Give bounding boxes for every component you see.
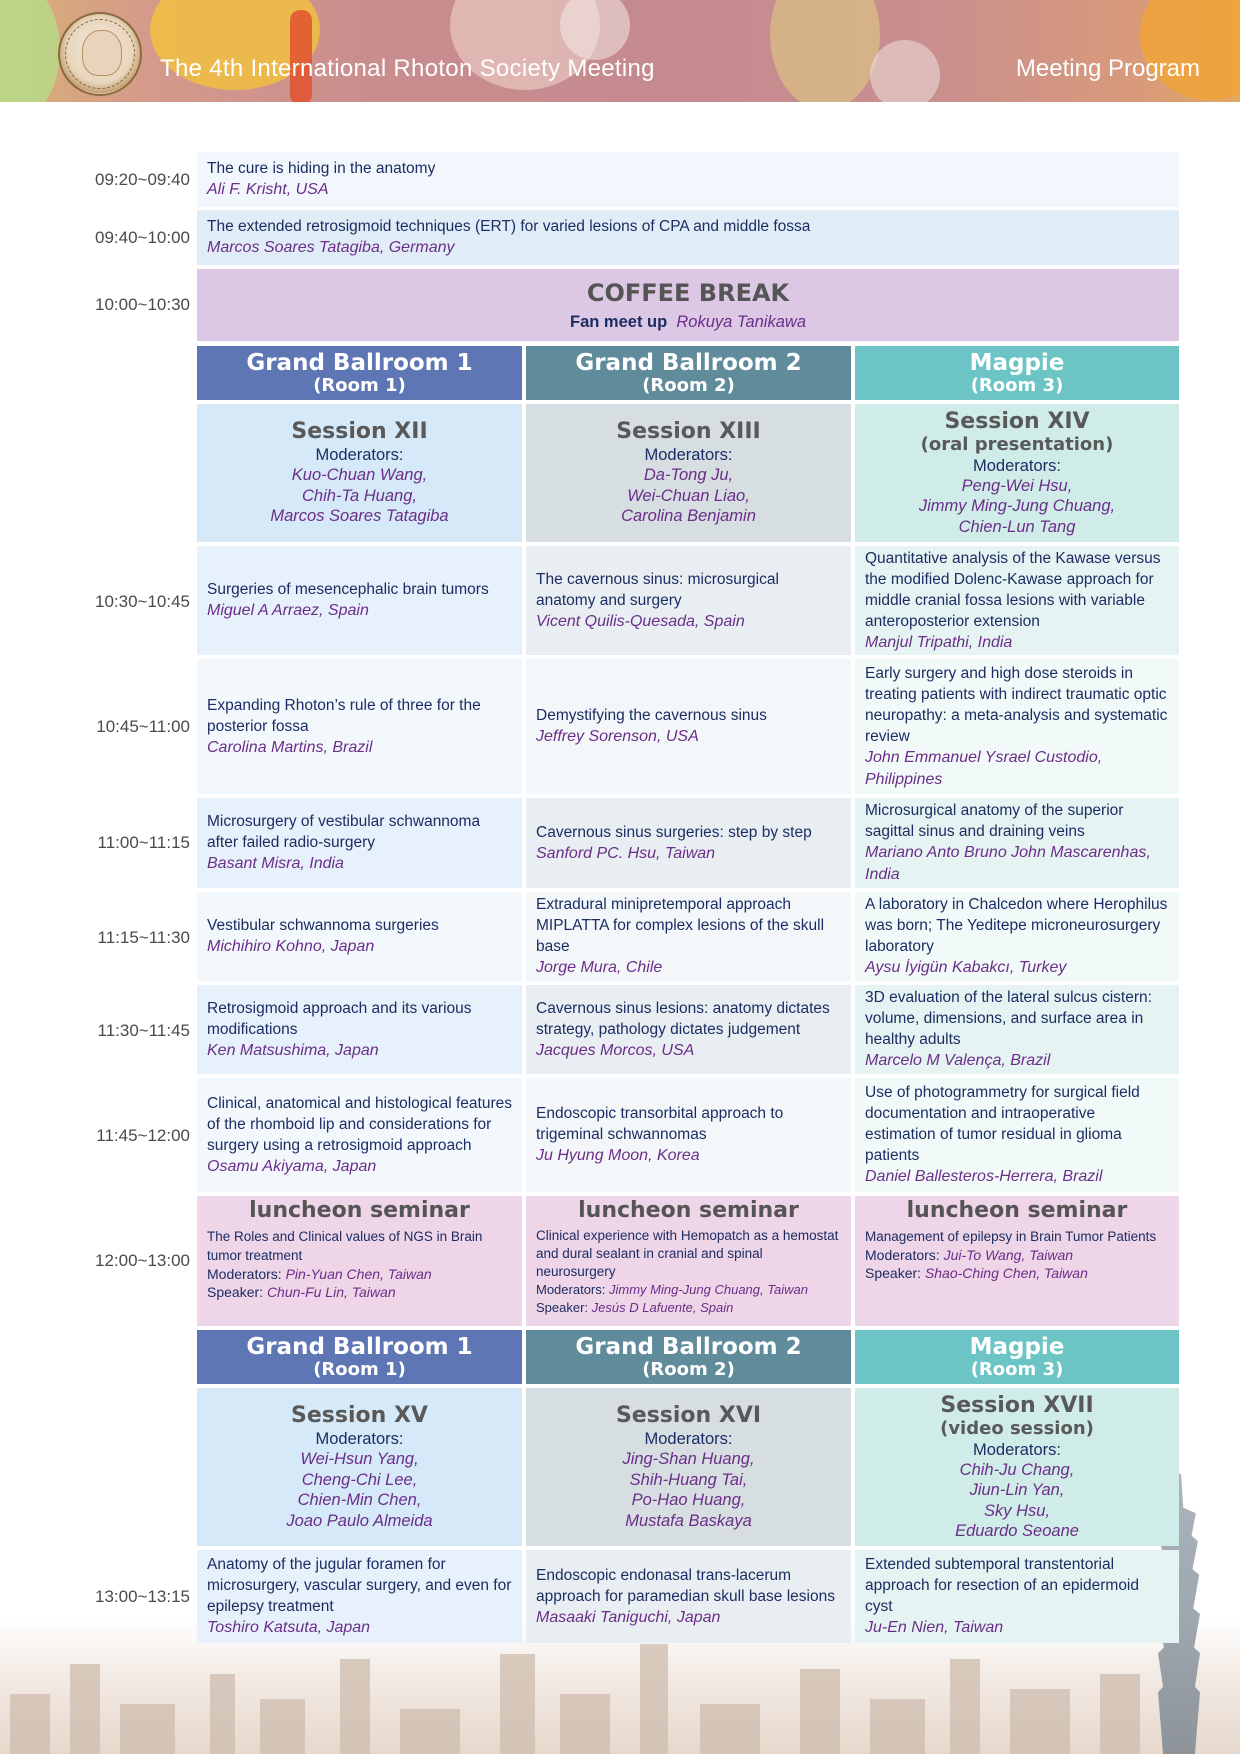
talk-speaker: Miguel A Arraez, Spain (207, 602, 369, 619)
talk-cell (526, 546, 851, 655)
talk-title: Retrosigmoid approach and its various modifications (207, 999, 472, 1038)
talk-speaker: Jacques Morcos, USA (536, 1041, 695, 1059)
time-label: 13:00~13:15 (94, 1587, 190, 1606)
time-label: 09:40~10:00 (94, 228, 190, 247)
moderator-name: Da-Tong Ju, (643, 466, 734, 485)
talk-title: Surgeries of mesencephalic brain tumors (207, 581, 489, 598)
talk-title: Extended subtemporal transtentorial approach for resection of an epidermoid cyst (865, 1556, 1139, 1615)
room-header-magpie (855, 346, 1179, 400)
session-xiii (526, 404, 851, 542)
moderator-name: Mustafa Baskaya (625, 1511, 752, 1530)
talk-cell (197, 152, 1179, 207)
talk-speaker: Ju Hyung Moon, Korea (536, 1147, 700, 1164)
room-header-grand-ballroom-2 (526, 346, 851, 400)
moderator-name: Jimmy Ming-Jung Chuang, (918, 497, 1116, 516)
moderator-name: Chien-Lun Tang (958, 517, 1076, 536)
talk-cell (197, 210, 1179, 265)
time-label: 11:30~11:45 (97, 1021, 190, 1040)
society-logo (58, 12, 142, 96)
luncheon-heading: luncheon seminar (578, 1198, 799, 1223)
talk-speaker: Manjul Tripathi, India (865, 633, 1013, 651)
talk-title: Use of photogrammetry for surgical field documentation and intraoperative estimation of tumor residual in glioma patients (865, 1084, 1140, 1164)
talk-cell (197, 546, 522, 655)
talk-speaker: Ken Matsushima, Japan (207, 1041, 379, 1059)
room-sub: (Room 2) (642, 1359, 735, 1380)
luncheon-seminar-2 (526, 1196, 851, 1326)
talk-title: The extended retrosigmoid techniques (ERT) for varied lesions of CPA and middle fossa (207, 218, 811, 235)
moderators-label: Moderators: (644, 446, 733, 465)
talk-title: Cavernous sinus surgeries: step by step (536, 823, 812, 841)
talk-title: Microsurgical anatomy of the superior sagittal sinus and draining veins (865, 802, 1124, 840)
decor-blob (870, 40, 940, 102)
moderator-name: Eduardo Seoane (955, 1522, 1079, 1540)
talk-speaker: Masaaki Taniguchi, Japan (536, 1608, 721, 1626)
moderator-name: Joao Paulo Almeida (286, 1511, 433, 1530)
session-xvi (526, 1388, 851, 1546)
moderator-name: Wei-Chuan Liao, (627, 486, 750, 505)
meeting-program-label: Meeting Program (1015, 55, 1200, 82)
moderator-name: Cheng-Chi Lee, (301, 1470, 418, 1489)
talk-title: A laboratory in Chalcedon where Herophilus was born; The Yeditepe microneurosurgery laboratory (865, 896, 1168, 955)
room-header-grand-ballroom-1 (197, 346, 522, 400)
session-type: (oral presentation) (920, 433, 1114, 455)
talk-speaker: Basant Misra, India (207, 855, 344, 872)
moderator-name: Peng-Wei Hsu, (961, 476, 1073, 495)
luncheon-speaker: Speaker: Chun-Fu Lin, Taiwan (207, 1284, 396, 1300)
talk-speaker: Daniel Ballesteros-Herrera, Brazil (865, 1168, 1103, 1185)
meeting-title: The 4th International Rhoton Society Meeting (160, 55, 655, 82)
room-header-magpie (855, 1330, 1179, 1384)
talk-cell (526, 985, 851, 1074)
talk-speaker: Ali F. Krisht, USA (207, 181, 329, 198)
coffee-break-block (197, 269, 1179, 341)
talk-title: Expanding Rhoton’s rule of three for the posterior fossa (207, 696, 481, 735)
decor-blob (1140, 0, 1240, 100)
room-name: Magpie (969, 350, 1065, 376)
moderator-name: Wei-Hsun Yang, (300, 1450, 419, 1468)
talk-cell (197, 985, 522, 1074)
session-name: Session XIII (616, 419, 761, 445)
session-xv (197, 1388, 522, 1546)
time-label: 11:45~12:00 (96, 1126, 190, 1145)
talk-title: Anatomy of the jugular foramen for microsurgery, vascular surgery, and even for epilepsy treatment (207, 1556, 512, 1615)
luncheon-moderator: Moderators: Jui-To Wang, Taiwan (865, 1247, 1074, 1263)
room-name: Grand Ballroom 1 (246, 1334, 473, 1360)
session-name: Session XII (291, 419, 428, 445)
talk-title: Endoscopic endonasal trans-lacerum approach for paramedian skull base lesions (536, 1566, 835, 1605)
talk-cell (855, 1078, 1179, 1192)
moderator-name: Sky Hsu, (983, 1501, 1051, 1520)
time-label: 09:20~09:40 (94, 170, 190, 189)
luncheon-seminar-3 (855, 1196, 1179, 1326)
fan-meet-up-name: Rokuya Tanikawa (676, 312, 806, 331)
talk-speaker: John Emmanuel Ysrael Custodio, Philippines (865, 748, 1103, 788)
talk-speaker: Jeffrey Sorenson, USA (536, 728, 699, 745)
talk-title: Quantitative analysis of the Kawase versus the modified Dolenc-Kawase approach for middle cranial fossa lesions with variable anteroposterior extension (865, 549, 1161, 630)
room-sub: (Room 3) (970, 375, 1064, 396)
moderator-name: Kuo-Chuan Wang, (291, 466, 428, 485)
session-xvii (855, 1388, 1179, 1546)
moderator-name: Chien-Min Chen, (297, 1491, 422, 1509)
session-type: (video session) (940, 1417, 1094, 1439)
moderators-label: Moderators: (644, 1430, 733, 1448)
talk-speaker: Jorge Mura, Chile (536, 959, 663, 976)
luncheon-speaker: Speaker: Jesús D Lafuente, Spain (536, 1300, 734, 1315)
talk-title: Early surgery and high dose steroids in treating patients with indirect traumatic optic neuropathy: a meta-analysis and systematic review (865, 664, 1168, 745)
luncheon-title: The Roles and Clinical values of NGS in Brain tumor treatment (207, 1229, 483, 1263)
talk-cell (197, 1078, 522, 1192)
fan-meet-up (570, 313, 806, 332)
luncheon-heading: luncheon seminar (249, 1198, 470, 1223)
fan-meet-up-label: Fan meet up (570, 312, 668, 331)
talk-speaker: Aysu İyigün Kabakcı, Turkey (865, 959, 1067, 976)
decor-blob (770, 0, 880, 102)
talk-speaker: Michihiro Kohno, Japan (207, 938, 375, 955)
talk-speaker: Toshiro Katsuta, Japan (207, 1619, 371, 1636)
coffee-break-label: COFFEE BREAK (586, 278, 790, 307)
talk-speaker: Marcos Soares Tatagiba, Germany (207, 239, 455, 256)
talk-cell (855, 659, 1179, 794)
talk-title: Cavernous sinus lesions: anatomy dictates strategy, pathology dictates judgement (536, 999, 830, 1038)
time-label: 10:30~10:45 (94, 592, 190, 611)
talk-speaker: Marcelo M Valença, Brazil (865, 1052, 1051, 1069)
moderator-name: Jiun-Lin Yan, (969, 1481, 1065, 1499)
session-xiv (855, 404, 1179, 542)
talk-speaker: Carolina Martins, Brazil (207, 738, 373, 756)
talk-title: The cure is hiding in the anatomy (207, 160, 436, 177)
moderator-name: Chih-Ta Huang, (302, 486, 417, 505)
talk-title: 3D evaluation of the lateral sulcus cistern: volume, dimensions, and surface area in healthy adults (865, 989, 1152, 1048)
talk-cell (855, 892, 1179, 981)
session-name: Session XVI (615, 1403, 762, 1428)
moderator-name: Jing-Shan Huang, (622, 1450, 755, 1468)
luncheon-speaker: Speaker: Shao-Ching Chen, Taiwan (865, 1265, 1088, 1281)
talk-cell (526, 798, 851, 888)
talk-speaker: Vicent Quilis-Quesada, Spain (536, 612, 745, 630)
time-label: 10:45~11:00 (96, 717, 190, 736)
talk-cell (197, 659, 522, 794)
time-label: 11:15~11:30 (97, 928, 190, 947)
luncheon-moderator: Moderators: Jimmy Ming-Jung Chuang, Taiwan (536, 1282, 808, 1297)
luncheon-title: Management of epilepsy in Brain Tumor Patients (865, 1229, 1157, 1244)
talk-cell (855, 798, 1179, 888)
time-label: 11:00~11:15 (97, 833, 190, 852)
room-name: Grand Ballroom 1 (246, 350, 473, 376)
moderator-name: Shih-Huang Tai, (629, 1470, 748, 1489)
moderator-name: Po-Hao Huang, (631, 1491, 746, 1509)
talk-speaker: Ju-En Nien, Taiwan (865, 1619, 1004, 1636)
moderator-name: Chih-Ju Chang, (959, 1460, 1075, 1479)
talk-cell (197, 798, 522, 888)
luncheon-seminar-1 (197, 1196, 522, 1326)
room-sub: (Room 3) (970, 1359, 1064, 1380)
room-sub: (Room 2) (642, 375, 735, 396)
luncheon-title: Clinical experience with Hemopatch as a hemostat and dural sealant in cranial and spinal neurosurgery (536, 1228, 839, 1279)
talk-title: Extradural minipretemporal approach MIPLATTA for complex lesions of the skull base (536, 896, 825, 955)
talk-title: The cavernous sinus: microsurgical anatomy and surgery (536, 570, 779, 609)
talk-speaker: Sanford PC. Hsu, Taiwan (536, 844, 716, 862)
time-label: 10:00~10:30 (94, 295, 190, 314)
talk-cell (197, 1550, 522, 1643)
talk-speaker: Mariano Anto Bruno John Mascarenhas, India (865, 844, 1151, 883)
luncheon-moderator: Moderators: Pin-Yuan Chen, Taiwan (207, 1266, 432, 1282)
moderator-name: Marcos Soares Tatagiba (270, 507, 449, 526)
room-sub: (Room 1) (313, 1359, 406, 1380)
time-label: 12:00~13:00 (94, 1251, 190, 1270)
talk-cell (526, 892, 851, 981)
talk-speaker: Osamu Akiyama, Japan (207, 1157, 377, 1175)
talk-cell (526, 1078, 851, 1192)
talk-cell (855, 985, 1179, 1074)
room-name: Grand Ballroom 2 (575, 1334, 802, 1360)
session-xii (197, 404, 522, 542)
talk-title: Demystifying the cavernous sinus (536, 707, 767, 724)
header-banner (0, 0, 1240, 102)
session-name: Session XV (291, 1403, 428, 1428)
talk-cell (855, 1550, 1179, 1643)
room-header-grand-ballroom-1 (197, 1330, 522, 1384)
room-sub: (Room 1) (313, 375, 406, 396)
moderators-label: Moderators: (315, 446, 404, 465)
talk-title: Clinical, anatomical and histological features of the rhomboid lip and considerations for surgery using a retrosigmoid approach (207, 1094, 512, 1154)
room-name: Magpie (969, 1334, 1065, 1360)
talk-title: Endoscopic transorbital approach to trigeminal schwannomas (536, 1105, 784, 1143)
session-name: Session XVII (940, 1392, 1094, 1418)
moderators-label: Moderators: (972, 1440, 1062, 1459)
decor-blob (0, 0, 60, 102)
room-header-grand-ballroom-2 (526, 1330, 851, 1384)
talk-title: Microsurgery of vestibular schwannoma after failed radio-surgery (207, 813, 481, 851)
moderator-name: Carolina Benjamin (621, 507, 756, 526)
session-name: Session XIV (944, 408, 1090, 434)
talk-cell (197, 892, 522, 981)
talk-cell (855, 546, 1179, 655)
moderators-label: Moderators: (972, 456, 1062, 475)
moderators-label: Moderators: (315, 1430, 404, 1448)
room-name: Grand Ballroom 2 (575, 350, 802, 376)
talk-cell (526, 659, 851, 794)
luncheon-heading: luncheon seminar (906, 1198, 1128, 1223)
talk-cell (526, 1550, 851, 1643)
talk-title: Vestibular schwannoma surgeries (207, 917, 439, 934)
